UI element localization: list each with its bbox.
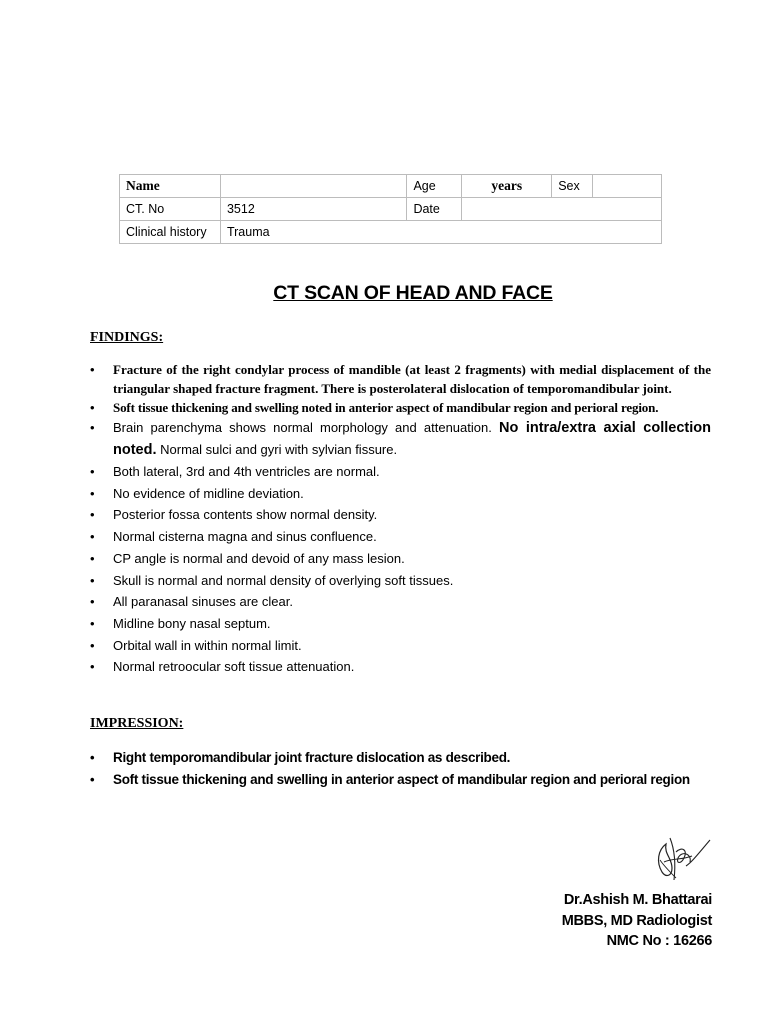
age-label: Age — [407, 175, 462, 198]
finding-text: Midline bony nasal septum. — [113, 615, 271, 631]
impression-text: Soft tissue thickening and swelling in anterior aspect of mandibular region and perioral region — [113, 772, 690, 787]
list-item — [90, 360, 711, 398]
table-row — [120, 221, 662, 244]
impression-heading: IMPRESSION: — [90, 716, 184, 731]
list-item — [90, 526, 711, 548]
bullet-icon: • — [90, 750, 95, 765]
bullet-icon: • — [90, 420, 95, 435]
list-item — [90, 461, 711, 483]
signature-image — [652, 832, 714, 886]
bullet-icon: • — [90, 659, 95, 675]
list-item — [90, 398, 711, 417]
ctno-value: 3512 — [220, 198, 406, 221]
bullet-icon: • — [90, 400, 95, 415]
findings-heading: FINDINGS: — [90, 330, 164, 345]
bullet-icon: • — [90, 637, 95, 653]
bullet-icon: • — [90, 507, 95, 523]
sex-label: Sex — [552, 175, 593, 198]
list-item — [90, 635, 711, 657]
bullet-icon: • — [90, 464, 95, 479]
impression-list — [90, 747, 711, 791]
list-item — [90, 548, 711, 570]
name-value — [220, 175, 406, 198]
bullet-icon: • — [90, 550, 95, 566]
history-label: Clinical history — [120, 221, 221, 244]
list-item — [90, 591, 711, 613]
signatory-name: Dr.Ashish M. Bhattarai — [563, 892, 712, 908]
list-item — [90, 613, 711, 635]
history-value: Trauma — [220, 221, 661, 244]
date-value — [462, 198, 662, 221]
impression-text: Right temporomandibular joint fracture dislocation as described. — [113, 750, 511, 765]
finding-text: Orbital wall in within normal limit. — [113, 637, 302, 653]
finding-text: CP angle is normal and devoid of any mass lesion. — [113, 550, 405, 566]
bullet-icon: • — [90, 615, 95, 631]
signatory-block — [562, 890, 712, 952]
finding-text: Posterior fossa contents show normal density. — [113, 507, 378, 523]
list-item — [90, 483, 711, 505]
finding-text: Normal cisterna magna and sinus confluence. — [113, 529, 377, 545]
ctno-label: CT. No — [120, 198, 221, 221]
patient-info-table — [119, 174, 662, 244]
findings-list — [90, 360, 711, 678]
list-item — [90, 747, 711, 769]
signatory-nmc: NMC No : 16266 — [606, 933, 712, 949]
finding-text: Both lateral, 3rd and 4th ventricles are normal. — [113, 464, 380, 479]
finding-text-emphasis: No intra/extra axial collection noted. — [113, 420, 711, 458]
name-label: Name — [120, 175, 221, 198]
list-item — [90, 570, 711, 592]
list-item — [90, 656, 711, 678]
bullet-icon: • — [90, 529, 95, 545]
bullet-icon: • — [90, 362, 95, 377]
bullet-icon: • — [90, 772, 95, 787]
table-row — [120, 175, 662, 198]
finding-text: Brain parenchyma shows normal morphology and attenuation. — [113, 420, 492, 435]
finding-text: Fracture of the right condylar process of mandible (at least 2 fragments) with medial displacement of the triangular shaped fracture fragment. There is posterolateral dislocation of temporomandibular joint. — [113, 362, 711, 396]
sex-value — [593, 175, 662, 198]
list-item — [90, 769, 711, 791]
table-row — [120, 198, 662, 221]
finding-text: Normal retroocular soft tissue attenuation. — [113, 659, 355, 675]
date-label: Date — [407, 198, 462, 221]
age-unit: years — [462, 175, 552, 198]
list-item — [90, 417, 711, 461]
finding-text: Normal sulci and gyri with sylvian fissure. — [160, 442, 398, 457]
bullet-icon: • — [90, 485, 95, 501]
finding-text: Soft tissue thickening and swelling noted in anterior aspect of mandibular region and perioral region. — [113, 400, 659, 415]
finding-text: Skull is normal and normal density of overlying soft tissues. — [113, 572, 454, 588]
report-title: CT SCAN OF HEAD AND FACE — [273, 282, 553, 304]
list-item — [90, 504, 711, 526]
bullet-icon: • — [90, 572, 95, 588]
finding-text: No evidence of midline deviation. — [113, 485, 304, 501]
bullet-icon: • — [90, 594, 95, 610]
finding-text: All paranasal sinuses are clear. — [113, 594, 293, 610]
signatory-qualification: MBBS, MD Radiologist — [561, 912, 712, 929]
